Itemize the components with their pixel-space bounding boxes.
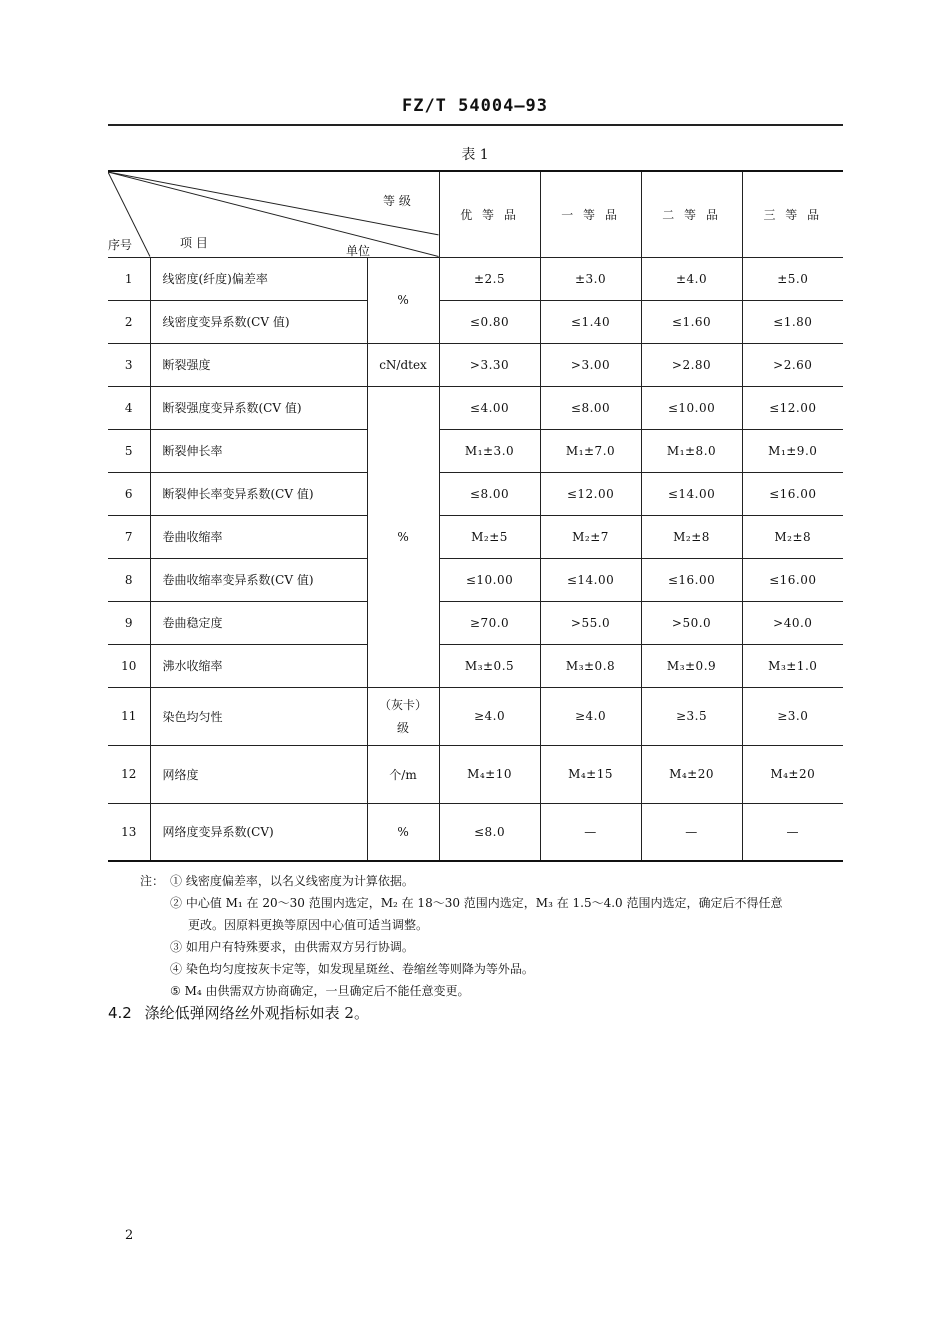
table-row [108,343,843,386]
value-cell: >2.60 [742,343,843,386]
value-cell: ≤1.60 [641,300,742,343]
row-item: 卷曲收缩率变异系数(CV 值) [150,558,367,601]
value-cell: M₃±0.5 [439,644,540,687]
value-cell: M₂±5 [439,515,540,558]
value-cell: ≤12.00 [540,472,641,515]
note-text: ⑤ M₄ 由供需双方协商确定，一旦确定后不能任意变更。 [170,984,470,998]
row-item: 沸水收缩率 [150,644,367,687]
row-item: 断裂伸长率 [150,429,367,472]
note-item [140,936,850,958]
unit-cell: 个/m [367,745,439,803]
table-row [108,429,843,472]
table-row [108,687,843,745]
row-seq: 5 [108,429,150,472]
row-item: 网络度变异系数(CV) [150,803,367,861]
note-item [140,958,850,980]
unit-grey-card-line1: （灰卡） [379,698,428,712]
section-number: 4.2 [108,1004,132,1022]
value-cell: ≤14.00 [540,558,641,601]
row-seq: 9 [108,601,150,644]
unit-grey-card-line2: 级 [397,721,410,735]
note-text: ③ 如用户有特殊要求，由供需双方另行协调。 [170,940,414,954]
value-cell: ≤16.00 [742,472,843,515]
value-cell: M₁±9.0 [742,429,843,472]
unit-cell-grey-card [367,687,439,745]
note-text: 更改。因原料更换等原因中心值可适当调整。 [188,918,429,932]
corner-unit-label: 单位 [346,244,371,258]
value-cell: >50.0 [641,601,742,644]
value-cell: ≤8.00 [439,472,540,515]
value-cell: ±3.0 [540,257,641,300]
value-cell: M₂±7 [540,515,641,558]
value-cell: ±4.0 [641,257,742,300]
row-seq: 2 [108,300,150,343]
row-seq: 13 [108,803,150,861]
row-seq: 6 [108,472,150,515]
note-text: ④ 染色均匀度按灰卡定等，如发现星斑丝、卷缩丝等则降为等外品。 [170,962,534,976]
table-row [108,386,843,429]
table-header-row [108,171,843,257]
value-cell: ≤16.00 [641,558,742,601]
value-cell: ≤8.00 [540,386,641,429]
row-seq: 8 [108,558,150,601]
note-text: ① 线密度偏差率，以名义线密度为计算依据。 [170,874,414,888]
value-cell: >2.80 [641,343,742,386]
unit-cell: cN/dtex [367,343,439,386]
value-cell: ≤10.00 [641,386,742,429]
value-cell: — [641,803,742,861]
value-cell: ≥70.0 [439,601,540,644]
value-cell: >40.0 [742,601,843,644]
value-cell: ≤14.00 [641,472,742,515]
value-cell: ≥3.5 [641,687,742,745]
row-item: 线密度(纤度)偏差率 [150,257,367,300]
row-item: 断裂强度变异系数(CV 值) [150,386,367,429]
value-cell: — [540,803,641,861]
grade-header-3: 二 等 品 [641,171,742,257]
value-cell: ≤10.00 [439,558,540,601]
value-cell: M₁±3.0 [439,429,540,472]
value-cell: M₂±8 [742,515,843,558]
value-cell: ≤8.0 [439,803,540,861]
diagonal-lines [108,172,439,257]
value-cell: >3.30 [439,343,540,386]
value-cell: ≥3.0 [742,687,843,745]
table-row [108,257,843,300]
value-cell: M₁±8.0 [641,429,742,472]
grade-header-2: 一 等 品 [540,171,641,257]
table-row [108,472,843,515]
grade-header-4: 三 等 品 [742,171,843,257]
table-row [108,601,843,644]
value-cell: ±5.0 [742,257,843,300]
value-cell: M₄±20 [641,745,742,803]
row-item: 染色均匀性 [150,687,367,745]
row-seq: 7 [108,515,150,558]
row-item: 线密度变异系数(CV 值) [150,300,367,343]
value-cell: M₄±15 [540,745,641,803]
value-cell: M₄±20 [742,745,843,803]
value-cell: ≤1.40 [540,300,641,343]
value-cell: M₁±7.0 [540,429,641,472]
value-cell: >3.00 [540,343,641,386]
value-cell: ≤1.80 [742,300,843,343]
corner-seq-label: 序号 [108,238,133,252]
table-row [108,300,843,343]
row-seq: 1 [108,257,150,300]
corner-item-label: 项 目 [180,236,208,250]
value-cell: M₄±10 [439,745,540,803]
header-rule [108,124,843,126]
row-seq: 11 [108,687,150,745]
row-seq: 3 [108,343,150,386]
table-row [108,803,843,861]
value-cell: ±2.5 [439,257,540,300]
row-item: 断裂伸长率变异系数(CV 值) [150,472,367,515]
row-item: 断裂强度 [150,343,367,386]
section-4-2 [108,1002,369,1023]
value-cell: ≤4.00 [439,386,540,429]
table-caption: 表 1 [461,147,489,163]
grade-header-1: 优 等 品 [439,171,540,257]
corner-header-cell [108,171,439,257]
table-row [108,644,843,687]
value-cell: M₃±0.9 [641,644,742,687]
section-text: 涤纶低弹网络丝外观指标如表 2。 [144,1004,369,1022]
unit-cell: % [367,803,439,861]
row-seq: 4 [108,386,150,429]
note-item [140,892,850,914]
value-cell: ≥4.0 [540,687,641,745]
row-seq: 12 [108,745,150,803]
unit-cell: % [367,386,439,687]
table-row [108,558,843,601]
unit-cell: % [367,257,439,343]
value-cell: ≤12.00 [742,386,843,429]
value-cell: ≤16.00 [742,558,843,601]
document-code-header: FZ/T 54004—93 [401,96,549,116]
value-cell: >55.0 [540,601,641,644]
row-item: 卷曲稳定度 [150,601,367,644]
row-seq: 10 [108,644,150,687]
value-cell: M₃±1.0 [742,644,843,687]
value-cell: — [742,803,843,861]
table-notes [140,870,850,1002]
notes-prefix: 注： [140,874,165,888]
value-cell: ≤0.80 [439,300,540,343]
row-item: 卷曲收缩率 [150,515,367,558]
corner-grade-label: 等 级 [383,194,411,208]
spec-table [108,170,843,862]
note-text: ② 中心值 M₁ 在 20～30 范围内选定，M₂ 在 18～30 范围内选定，M₃ 在 1.5～4.0 范围内选定，确定后不得任意 [170,896,783,910]
note-item-continuation [140,914,850,936]
note-item [140,980,850,1002]
page-number: 2 [125,1228,134,1243]
value-cell: M₃±0.8 [540,644,641,687]
value-cell: M₂±8 [641,515,742,558]
note-item [140,870,850,892]
table-row [108,745,843,803]
value-cell: ≥4.0 [439,687,540,745]
table-row [108,515,843,558]
row-item: 网络度 [150,745,367,803]
